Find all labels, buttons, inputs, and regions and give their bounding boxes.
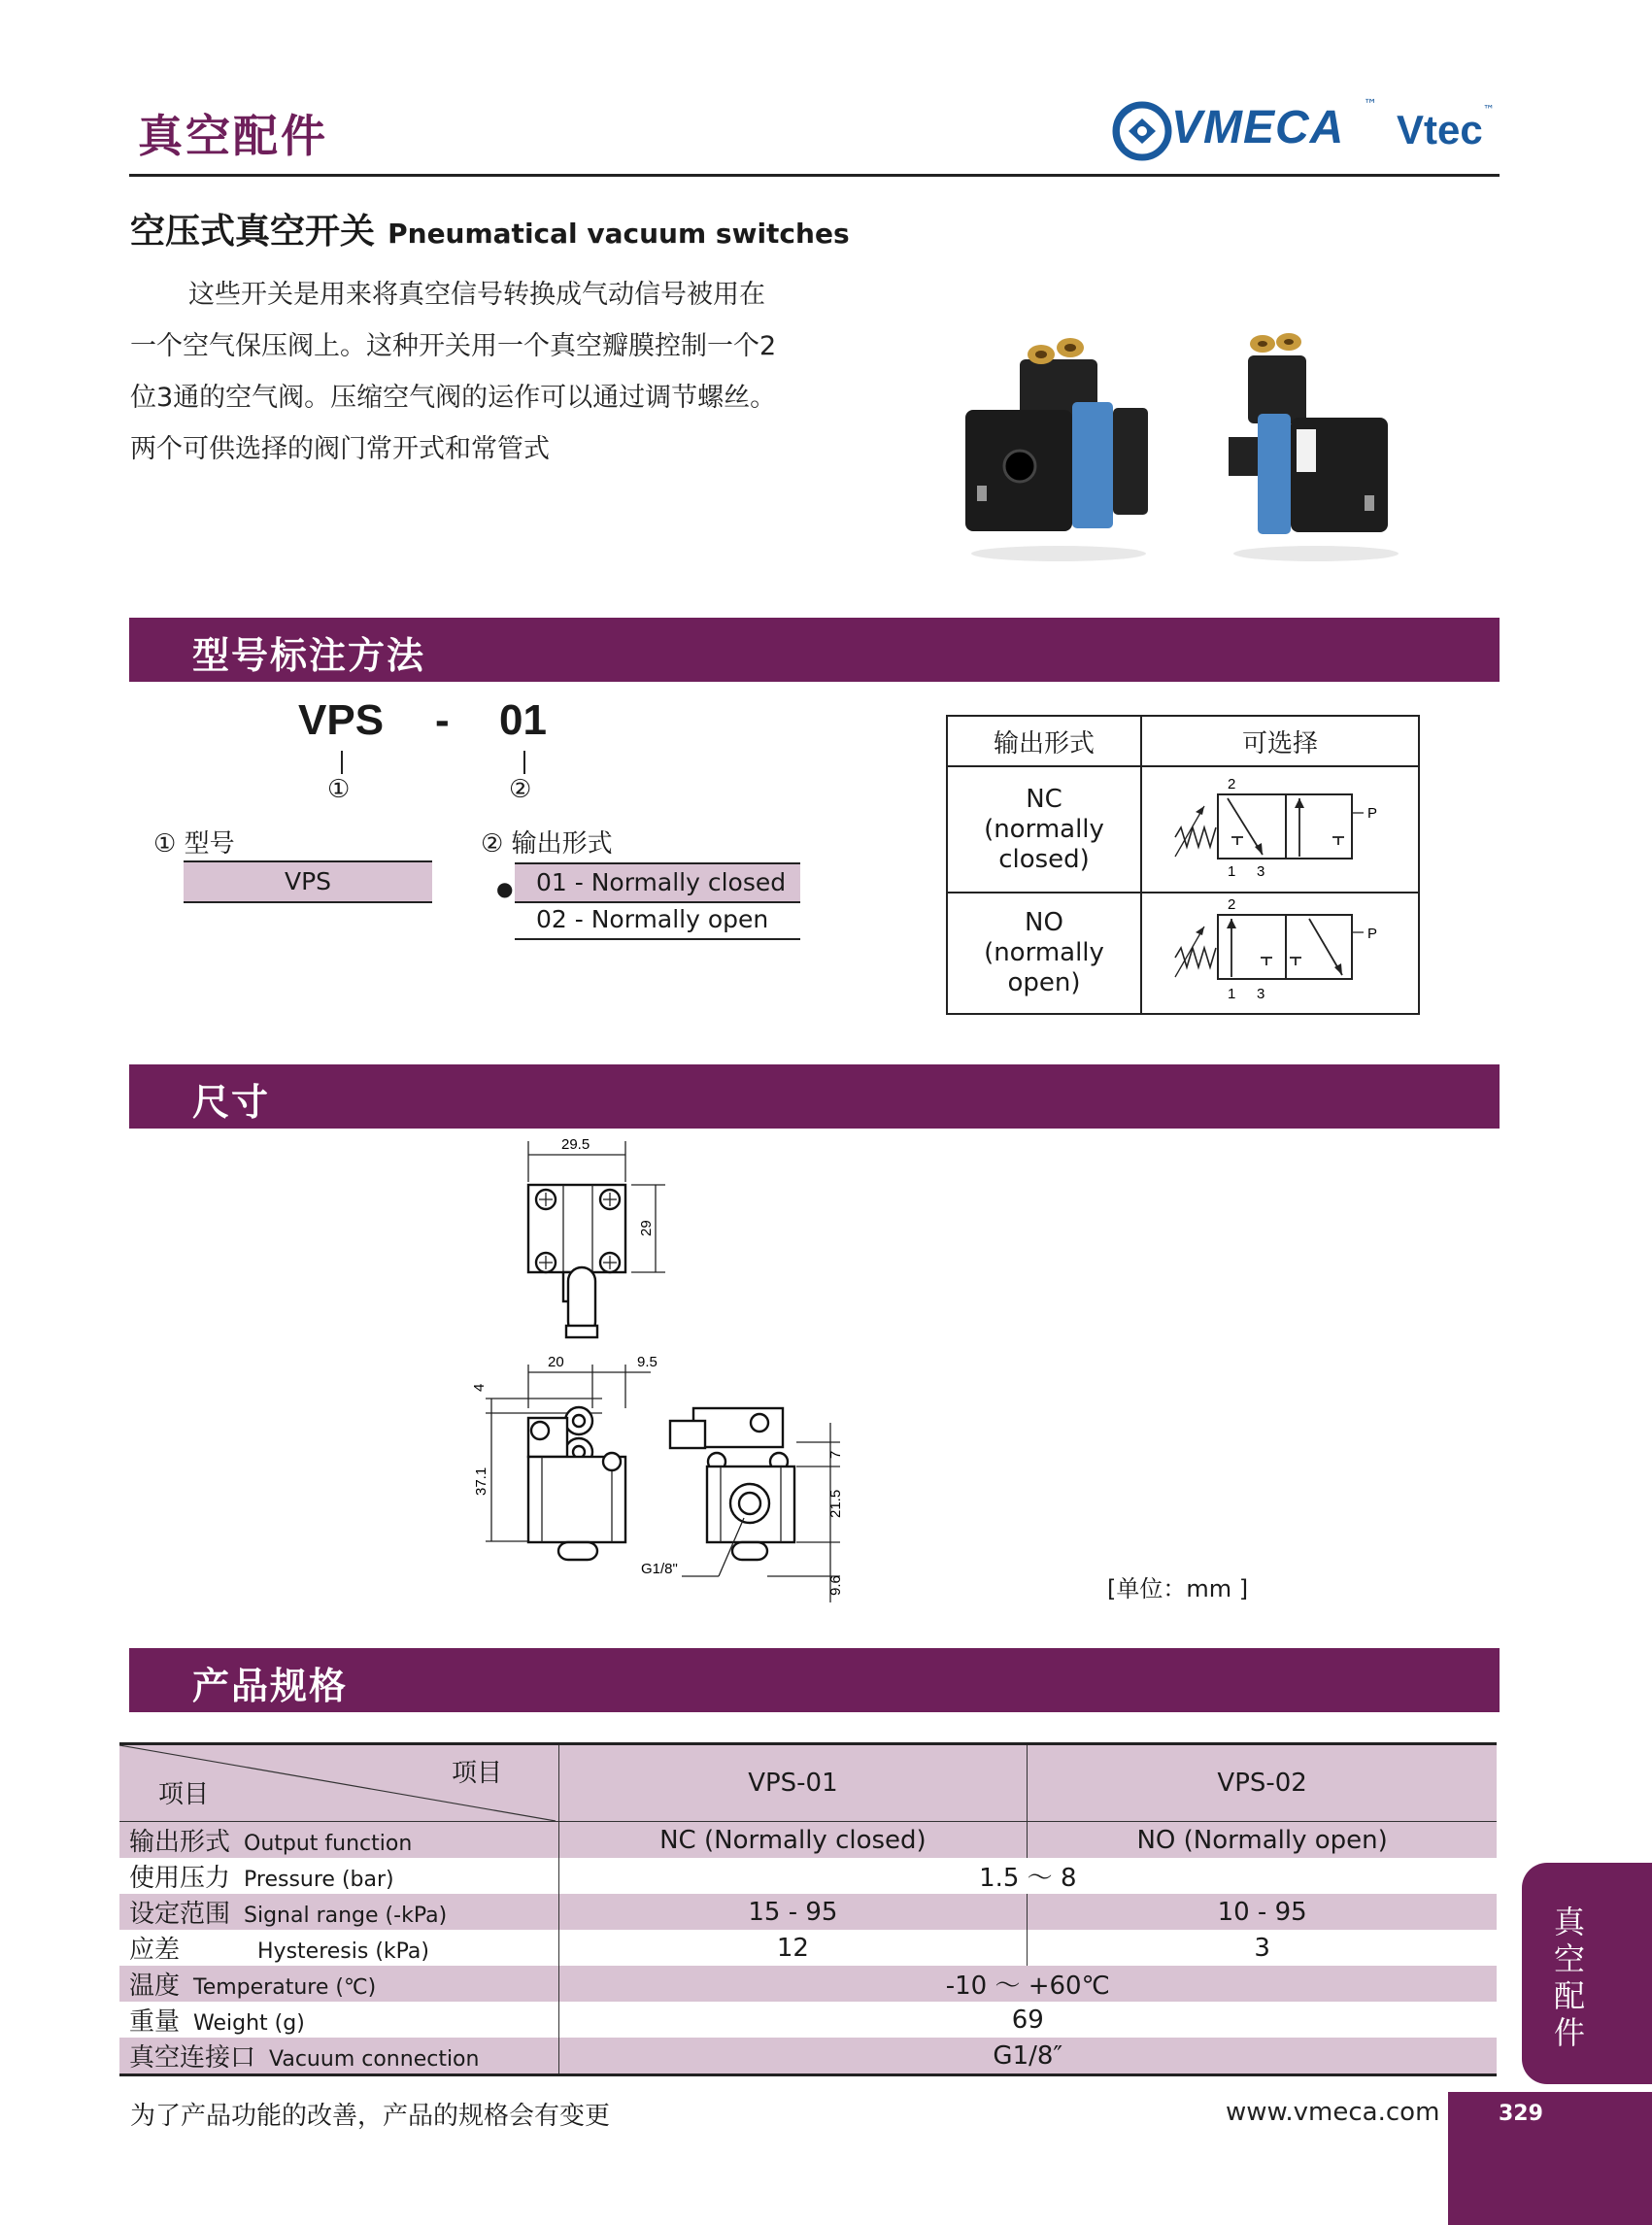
product-photo-front <box>952 320 1165 563</box>
port-2-label: 2 <box>1228 896 1236 913</box>
spec-value: 12 <box>558 1930 1028 1966</box>
dim-width-top: 29.5 <box>561 1136 590 1153</box>
selected-bullet: ● <box>496 877 514 900</box>
brand-trademark: ™ <box>1364 97 1377 113</box>
option-01 <box>515 862 800 903</box>
spec-value: 10 - 95 <box>1028 1894 1497 1930</box>
spec-label <box>119 2038 558 2075</box>
spec-value: 1.5 ～ 8 <box>558 1858 1497 1894</box>
section-header-specs <box>129 1648 1500 1712</box>
port-2-label: 2 <box>1228 775 1236 792</box>
port-p-label: P <box>1367 926 1378 942</box>
product-title <box>130 204 850 253</box>
spec-table <box>119 1742 1497 2076</box>
code-leader-line <box>341 751 343 774</box>
spec-label <box>119 1930 558 1966</box>
option-02 <box>515 901 800 940</box>
description-line: 这些开关是用来将真空信号转换成气动信号被用在 <box>188 280 765 310</box>
model-header-02: VPS-02 <box>1028 1744 1497 1822</box>
table-header-choice: 可选择 <box>1141 716 1419 766</box>
option-no-cell <box>947 893 1141 1014</box>
spec-value: NO (Normally open) <box>1028 1822 1497 1859</box>
spec-value: 15 - 95 <box>558 1894 1028 1930</box>
valve-symbol-no-icon <box>1163 893 1397 1006</box>
section-title: 型号标注方法 <box>192 634 426 677</box>
spec-label-cn: 输出形式 <box>129 1828 231 1857</box>
dim-thread: G1/8" <box>641 1561 678 1577</box>
footer-note: 为了产品功能的改善，产品的规格会有变更 <box>130 2102 611 2131</box>
item-header-left: 项目 <box>158 1780 210 1809</box>
dim-side-mid: 21.5 <box>827 1489 844 1518</box>
table-row <box>119 1822 1497 1859</box>
table-row <box>119 1858 1497 1894</box>
brand2-trademark: ™ <box>1483 103 1495 117</box>
description-line: 位3通的空气阀。压缩空气阀的运作可以通过调节螺丝。 <box>130 383 777 413</box>
footer-website-link[interactable]: www.vmeca.com <box>1226 2098 1440 2127</box>
spec-label-en: Weight (g) <box>193 2011 305 2036</box>
side-tab-char: 空 <box>1553 1940 1585 1977</box>
model-header-01: VPS-01 <box>558 1744 1028 1822</box>
product-photo-side <box>1219 320 1413 563</box>
spec-label-cn: 使用压力 <box>129 1864 231 1893</box>
spec-label-en: Vacuum connection <box>269 2047 480 2072</box>
option-code: NO <box>1025 908 1063 937</box>
spec-label-cn: 重量 <box>129 2007 181 2037</box>
section-title: 尺寸 <box>192 1081 271 1124</box>
table-row <box>119 1966 1497 2002</box>
symbol-nc-cell <box>1141 766 1419 893</box>
option-nc-cell <box>947 766 1141 893</box>
side-section-tab <box>1522 1863 1652 2084</box>
model-code-part2: 01 <box>499 696 547 744</box>
product-title-cn: 空压式真空开关 <box>130 212 376 252</box>
side-tab-char: 配 <box>1553 1977 1585 2014</box>
spec-value: NC (Normally closed) <box>558 1822 1028 1859</box>
side-tab-char: 件 <box>1553 2014 1585 2051</box>
code-leader-line <box>523 751 525 774</box>
spec-label <box>119 1894 558 1930</box>
page-number-block <box>1448 2092 1652 2225</box>
spec-label-en: Output function <box>244 1832 413 1856</box>
section-title: 产品规格 <box>192 1665 349 1707</box>
table-header-row <box>119 1744 1497 1822</box>
spec-label-en: Hysteresis (kPa) <box>257 1939 429 1964</box>
dim-side-bottom: 9.6 <box>827 1575 844 1596</box>
label-output: ② 输出形式 <box>481 829 613 859</box>
code-marker-2: ② <box>509 775 532 804</box>
spec-label-en: Signal range (-kPa) <box>244 1904 448 1928</box>
dim-offset-front: 9.5 <box>637 1354 657 1370</box>
description-line: 两个可供选择的阀门常开式和常管式 <box>130 434 550 464</box>
option-desc: (normally <box>984 814 1104 844</box>
model-value: VPS <box>284 867 332 895</box>
option-02-label: 02 - Normally open <box>536 905 769 933</box>
table-row <box>119 1930 1497 1966</box>
item-header-cell <box>119 1744 558 1822</box>
spec-value: 69 <box>558 2002 1497 2038</box>
spec-value: -10 ～ +60℃ <box>558 1966 1497 2002</box>
spec-value: 3 <box>1028 1930 1497 1966</box>
table-row <box>119 1894 1497 1930</box>
spec-label-en: Pressure (bar) <box>244 1868 394 1892</box>
label-model: ① 型号 <box>153 829 235 859</box>
dim-width-front: 20 <box>548 1354 564 1370</box>
model-code-part1: VPS <box>298 696 385 744</box>
product-description <box>130 269 868 475</box>
spec-label-cn: 设定范围 <box>129 1900 231 1929</box>
table-row <box>119 2002 1497 2038</box>
spec-label <box>119 1822 558 1859</box>
valve-symbol-nc-icon <box>1163 769 1397 884</box>
port-1-label: 1 <box>1228 862 1236 880</box>
spec-label-en: Temperature (℃) <box>193 1975 377 2000</box>
header-rule <box>129 174 1500 177</box>
port-3-label: 3 <box>1257 986 1265 1002</box>
item-header-right: 项目 <box>452 1759 503 1788</box>
spec-label <box>119 2002 558 2038</box>
port-3-label: 3 <box>1257 862 1265 880</box>
dimension-drawing <box>456 1131 942 1627</box>
dim-height-top: 29 <box>638 1220 655 1236</box>
option-desc: open) <box>1007 968 1081 997</box>
spec-label <box>119 1858 558 1894</box>
spec-label-cn: 温度 <box>129 1972 181 2001</box>
model-value-box <box>184 860 432 903</box>
vmeca-swirl-icon <box>1105 97 1175 165</box>
spec-label-cn: 真空连接口 <box>129 2043 256 2073</box>
dim-height-front: 37.1 <box>473 1466 489 1496</box>
table-row <box>947 716 1419 766</box>
port-1-label: 1 <box>1228 986 1236 1002</box>
dim-side-top: 7 <box>827 1450 844 1459</box>
option-desc: closed) <box>998 844 1090 874</box>
spec-value: G1/8″ <box>558 2038 1497 2075</box>
code-marker-1: ① <box>327 775 351 804</box>
option-01-label: 01 - Normally closed <box>536 868 787 896</box>
brand-name: VMECA <box>1171 102 1345 153</box>
table-row <box>947 766 1419 893</box>
table-header-output: 输出形式 <box>947 716 1141 766</box>
symbol-no-cell <box>1141 893 1419 1014</box>
output-options-table <box>946 715 1420 1015</box>
table-row <box>119 2038 1497 2075</box>
table-row <box>947 893 1419 1014</box>
spec-label-cn: 应差 <box>129 1936 181 1965</box>
page-number: 329 <box>1499 2102 1543 2126</box>
page-category-title: 真空配件 <box>138 110 328 162</box>
port-p-label: P <box>1367 804 1378 822</box>
brand2-name: Vtec <box>1397 107 1483 152</box>
spec-label <box>119 1966 558 2002</box>
model-code-dash: - <box>435 696 450 744</box>
option-code: NC <box>1026 784 1062 814</box>
unit-note: [单位：mm ] <box>1107 1575 1249 1602</box>
brand-logo <box>1105 97 1499 165</box>
product-title-en: Pneumatical vacuum switches <box>388 218 850 250</box>
dim-top-gap: 4 <box>471 1383 488 1392</box>
section-header-dimensions <box>129 1064 1500 1129</box>
option-desc: (normally <box>984 938 1104 967</box>
section-header-ordering <box>129 618 1500 682</box>
side-tab-char: 真 <box>1553 1904 1585 1940</box>
description-line: 一个空气保压阀上。这种开关用一个真空瓣膜控制一个2 <box>130 331 777 361</box>
